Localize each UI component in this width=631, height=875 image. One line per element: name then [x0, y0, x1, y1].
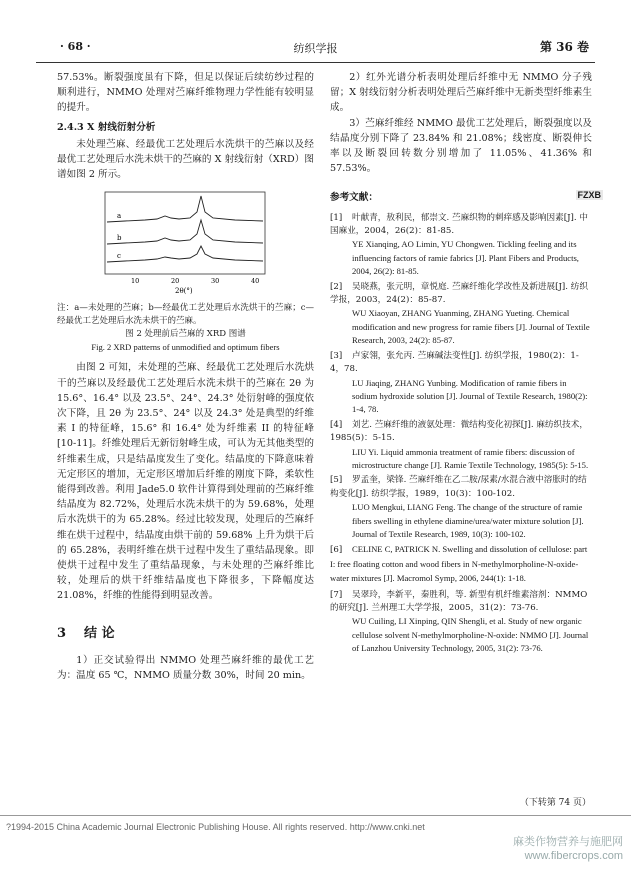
reference-text-cn: 刘艺. 苎麻纤维的液氨处理：微结构变化初探[J]. 麻纺织技术，1985(5)：5-15. [330, 419, 588, 444]
paragraph-xrd-discussion: 由图 2 可知，未处理的苎麻、经最优工艺处理后水洗烘干的苎麻以及经最优工艺处理后水洗未烘干的苎麻在 2θ 为 15.6°、16.4° 以及 23.5°、24°、24.3° 处衍射峰的强度依次下降，且 2θ 为 23.5°、24° 以及 24.3° 处是典型的纤维素 I 的特征峰，15.6° 和 16.4° 处为纤维素 II 的特征峰 [10-11]。纤维处理后无新衍射峰生成，可认为无其他类型的纤维素生成，只是结晶度发生了变化。结晶度的下降意味着无定形区的增加，无定形区增加后纤维的刚度下降，柔软性能得到改善。利用 Jade5.0 软件计算得到处理前的苎麻纤维结晶度为 82.72%，处理后水洗未烘干的为 59.68%，处理后水洗烘干的为 65.28%。经过比较发现，处理后的苎麻纤维在烘干过程中，结晶度由烘干前的 59.68% 上升为烘干后的 65.28%，表明纤维在烘干过程中发生了重结晶现象。即使烘干过程中发生了重结晶现象，与未处理的苎麻纤维比较，处理后的烘干纤维结晶度也下降很多，下降幅度达 21.08%，纤维的性能得到明显改善。 [57, 362, 314, 602]
figure-note: 注：a—未处理的苎麻；b—经最优工艺处理后水洗烘干的苎麻；c—经最优工艺处理后水洗未烘干的苎麻。 [57, 303, 314, 327]
curve-label-c: c [117, 252, 121, 261]
x-tick-20: 20 [171, 277, 180, 286]
reference-number: [7] [330, 589, 343, 600]
journal-code-badge: FZXB [577, 190, 601, 200]
reference-number: [2] [330, 281, 343, 292]
curve-label-b: b [117, 234, 122, 243]
reference-item [330, 350, 592, 417]
reference-text-cn: 吴晓燕，张元明，章悦庭. 苎麻纤维化学改性及新进展[J]. 纺织学报，2003，24(2)：85-87. [330, 281, 588, 306]
conclusion-item-3: 3）苎麻纤维经 NMMO 最优工艺处理后，断裂强度以及结晶度分别下降了 23.84% 和 21.08%；线密度、断裂伸长率以及断裂回转数分别增加了 11.05%、41.36% 和 57.53%。 [330, 117, 592, 175]
reference-text-cn: 卢家翎，张允丙. 苎麻碱法变性[J]. 纺织学报，1980(2)：1-4，78. [330, 350, 579, 375]
reference-item [330, 281, 592, 348]
reference-text-en: LIU Yi. Liquid ammonia treatment of ramie fibers: discussion of microstructure change [J]. Ramie Textile Technology, 1985(5): 5-15. [352, 446, 589, 470]
watermark-line-2: www.fibercrops.com [524, 850, 623, 862]
paragraph-continued: 57.53%。断裂强度虽有下降，但足以保证后续纺纱过程的顺利进行，NMMO 处理对苎麻纤维物理力学性能有较明显的提升。 [57, 72, 314, 114]
reference-item [330, 589, 592, 656]
reference-text-en: CELINE C, PATRICK N. Swelling and dissolution of cellulose: part I: free floating cotton and wood fibers in N-methylmorpholine-N-oxide-water mixtures [J]. Macromol Symp, 2006, 244(1): 1-18. [330, 544, 588, 584]
section-heading-2-4-3: 2.4.3 X 射线衍射分析 [57, 121, 156, 133]
reference-item [330, 212, 592, 279]
x-tick-10: 10 [131, 277, 140, 286]
xrd-curve-c [107, 246, 263, 262]
conclusion-item-2: 2）红外光谱分析表明处理后纤维中无 NMMO 分子残留；X 射线衍射分析表明处理后苎麻纤维中无新类型纤维素生成。 [330, 72, 592, 114]
reference-text-cn: 罗孟奎，梁锋. 苎麻纤维在乙二胺/尿素/水混合液中溶胀时的结构变化[J]. 纺织学报，1989，10(3)：100-102. [330, 475, 587, 499]
figure-caption-en: Fig. 2 XRD patterns of unmodified and optimum fibers [91, 342, 280, 353]
watermark [513, 835, 623, 863]
copyright-footer: ?1994-2015 China Academic Journal Electronic Publishing House. All rights reserved. http://www.cnki.net [6, 822, 425, 832]
page-number: · 68 · [60, 40, 91, 53]
xrd-figure [57, 190, 314, 298]
xrd-plot [95, 190, 275, 296]
volume-label: 第 36 卷 [539, 40, 589, 54]
reference-number: [4] [330, 419, 343, 430]
x-axis-label: 2θ(°) [175, 287, 193, 296]
reference-number: [1] [330, 212, 343, 223]
reference-number: [6] [330, 545, 343, 556]
right-column [330, 70, 592, 658]
section-number: 3 [57, 625, 67, 641]
xrd-curve-b [107, 220, 263, 244]
section-heading-conclusion [57, 626, 314, 641]
continued-note: （下转第 74 页） [519, 798, 591, 808]
reference-text-en: WU Xiaoyan, ZHANG Yuanming, ZHANG Yueting. Chemical modification and new progress for ramie fibers [J]. Journal of Textile Research, 2003, 24(2): 85-87. [352, 308, 590, 346]
reference-number: [5] [330, 475, 343, 486]
x-tick-40: 40 [251, 277, 260, 286]
footer-rule [0, 815, 631, 816]
reference-text-cn: 吴翠玲，李新平，秦胜利，等. 新型有机纤维素溶剂：NMMO 的研究[J]. 兰州理工大学学报，2005，31(2)：73-76. [330, 589, 588, 613]
left-column [57, 70, 314, 683]
reference-text-en: YE Xianqing, AO Limin, YU Chongwen. Tickling feeling and its influencing factors of ramie fabrics [J]. Plant Fibers and Products, 2004, 26(2): 81-85. [352, 239, 579, 277]
conclusion-item-1: 1）正交试验得出 NMMO 处理苎麻纤维的最优工艺为：温度 65 ℃，NMMO 质量分数 30%，时间 20 min。 [57, 654, 314, 682]
header-rule [36, 62, 595, 63]
plot-frame [105, 192, 265, 274]
reference-text-cn: 叶献青，敖利民，郁崇文. 苎麻织物的刺痒感及影响因素[J]. 中国麻业，2004，26(2)：81-85. [330, 212, 588, 237]
xrd-curve-a [107, 196, 263, 222]
reference-text-en: LU Jiaqing, ZHANG Yunbing. Modification of ramie fibers in sodium hydroxide solution [J]. Journal of Textile Research, 1980(2): 1-4, 78. [352, 377, 588, 415]
reference-item [330, 543, 592, 586]
reference-text-en: WU Cuiling, LI Xinping, QIN Shengli, et al. Study of new organic cellulose solvent N-methylmorpholine-N-oxide: NMMO [J]. Journal of Lanzhou University Technology, 2005, 31(2): 73-76. [352, 616, 589, 654]
reference-number: [3] [330, 350, 343, 361]
x-tick-30: 30 [211, 277, 220, 286]
reference-list [330, 212, 592, 656]
running-header [36, 38, 595, 58]
reference-text-en: LUO Mengkui, LIANG Feng. The change of the structure of ramie fibers swelling in ethylene diamine/urea/water mixture solution [J]. Journal of Textile Research, 1989, 10(3): 100-102. [352, 502, 584, 539]
curve-label-a: a [117, 212, 122, 221]
reference-item [330, 474, 592, 541]
reference-item [330, 419, 592, 473]
journal-name: 纺织学报 [293, 42, 338, 55]
references-title: 参考文献： [330, 192, 378, 204]
paragraph-xrd-intro: 未处理苎麻、经最优工艺处理后水洗烘干的苎麻以及经最优工艺处理后水洗未烘干的苎麻的 X 射线衍射（XRD）图谱如图 2 所示。 [57, 138, 314, 181]
watermark-line-1: 麻类作物营养与施肥网 [513, 836, 623, 848]
figure-caption-cn: 图 2 处理前后苎麻的 XRD 图谱 [125, 329, 246, 340]
section-title: 结 论 [84, 625, 115, 641]
